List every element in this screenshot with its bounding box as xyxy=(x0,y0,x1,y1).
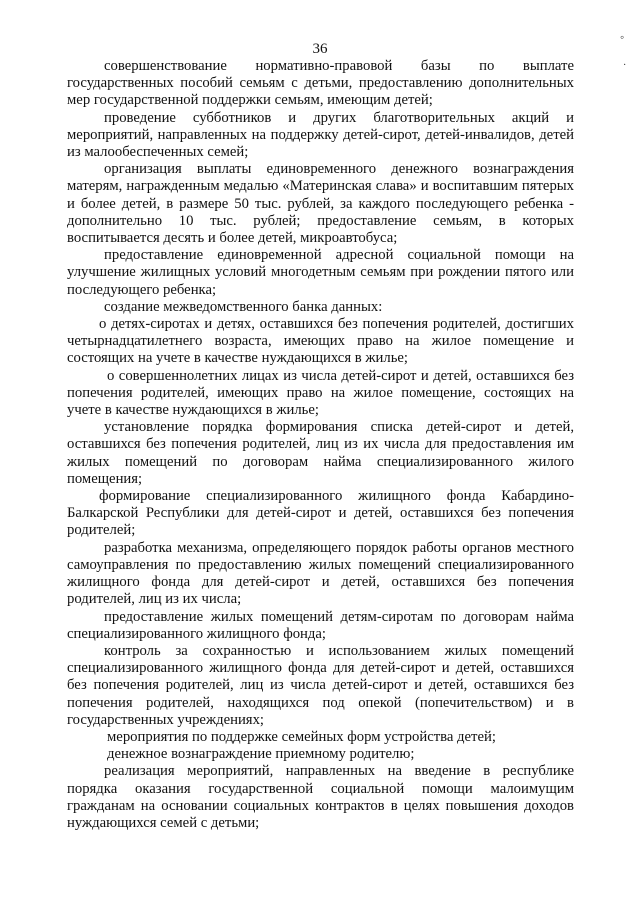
paragraph: организация выплаты единовременного денежного вознаграждения матерям, награжденным медалью «Материнская слава» и воспитавшим пятерых и более детей, в размере 50 тыс. рублей, за каждого последующего ребенка - дополнительно 10 тыс. рублей; предоставление семьям, в которых воспитывается десять и более детей, микроавтобуса; xyxy=(67,161,574,247)
scan-artifact: · xyxy=(623,60,627,71)
paragraph: предоставление жилых помещений детям-сиротам по договорам найма специализированного жилищного фонда; xyxy=(67,608,574,642)
paragraph: о совершеннолетних лицах из числа детей-сирот и детей, оставшихся без попечения родителей, имеющих право на жилое помещение, состоящих на учете в качестве нуждающихся в жилье; xyxy=(67,367,574,419)
paragraph: мероприятия по поддержке семейных форм устройства детей; xyxy=(107,728,496,745)
paragraph: разработка механизма, определяющего порядок работы органов местного самоуправления по предоставлению жилых помещений специализированного жилищного фонда для детей-сирот и детей, оставшихся без попечения родителей, лиц из их числа; xyxy=(67,539,574,608)
paragraph: формирование специализированного жилищного фонда Кабардино-Балкарской Республики для детей-сирот и детей, оставшихся без попечения родителей; xyxy=(67,488,574,539)
paragraph: проведение субботников и других благотворительных акций и мероприятий, направленных на поддержку детей-сирот, детей-инвалидов, детей из малообеспеченных семей; xyxy=(67,109,574,161)
document-body xyxy=(67,58,574,832)
paragraph: реализация мероприятий, направленных на введение в республике порядка оказания государственной социальной помощи малоимущим гражданам на основании социальных контрактов в целях повышения доходов нуждающихся семей с детьми; xyxy=(67,763,574,831)
paragraph: контроль за сохранностью и использованием жилых помещений специализированного жилищного фонда для детей-сирот и детей, оставшихся без попечения родителей, лиц из числа детей-сирот и детей, оставшихся без попечения родителей, находящихся под опекой (попечительством) и в государственных учреждениях; xyxy=(67,642,574,728)
paragraph: создание межведомственного банка данных: xyxy=(104,298,383,315)
paragraph: совершенствование нормативно-правовой базы по выплате государственных пособий семьям с детьми, предоставлению дополнительных мер государственной поддержки семьям, имеющим детей; xyxy=(67,58,574,109)
paragraph: о детях-сиротах и детях, оставшихся без попечения родителей, достигших четырнадцатилетнего возраста, имеющих право на жилое помещение и состоящих на учете в качестве нуждающихся в жилье; xyxy=(67,316,574,367)
paragraph: предоставление единовременной адресной социальной помощи на улучшение жилищных условий многодетным семьям при рождении пятого или последующего ребенка; xyxy=(67,247,574,298)
scan-artifact: ◦ xyxy=(620,30,625,44)
page-number: 36 xyxy=(312,41,328,57)
paragraph: установление порядка формирования списка детей-сирот и детей, оставшихся без попечения родителей, лиц из их числа для предоставления им жилых помещений по договорам найма специализированного жилого помещения; xyxy=(67,419,574,487)
paragraph: денежное вознаграждение приемному родителю; xyxy=(107,746,415,763)
